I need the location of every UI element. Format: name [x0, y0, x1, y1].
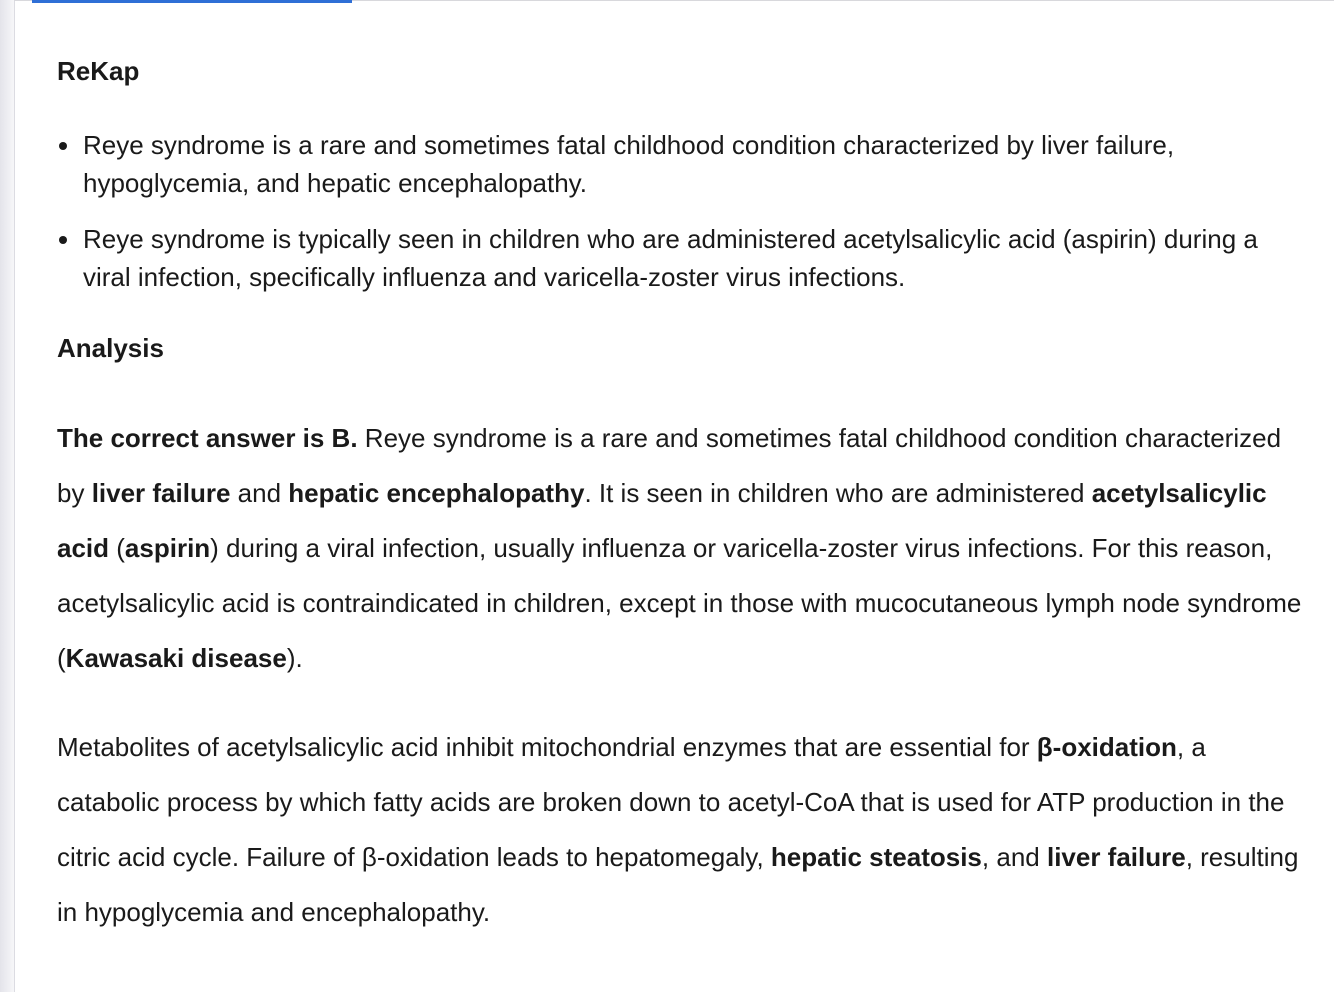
bold-term: liver failure: [91, 478, 231, 508]
para-text: , resulting in hypoglycemia and encephalopathy.: [57, 842, 1299, 927]
correct-answer-statement: The correct answer is B.: [57, 423, 358, 453]
bold-term: hepatic steatosis: [770, 842, 982, 872]
para-text: Metabolites of acetylsalicylic acid inhibit mitochondrial enzymes that are essential for: [57, 732, 1037, 762]
bold-term: hepatic encephalopathy: [288, 478, 585, 508]
bold-term: liver failure: [1046, 842, 1186, 872]
para-text: . It is seen in children who are administered: [584, 478, 1092, 508]
rekap-list: [57, 126, 1307, 314]
para-text: ) during a viral infection, usually influenza or varicella-zoster virus infections. For this reason, acetylsalicylic acid is contraindicated in children, except in those with mucocutaneous lymph node syndrome (: [57, 533, 1302, 673]
para-text: , a catabolic process by which fatty acids are broken down to acetyl-CoA that is used for ATP production in the citric acid cycle. Failure of β-oxidation leads to hepatomegaly,: [57, 732, 1285, 872]
bold-term: β-oxidation: [1036, 732, 1177, 762]
rekap-list-item: Reye syndrome is a rare and sometimes fatal childhood condition characterized by liver failure, hypoglycemia, and hepatic encephalopathy.: [57, 126, 1307, 202]
window-left-edge: [0, 0, 15, 992]
active-tab-indicator: [32, 0, 352, 3]
rekap-heading: ReKap: [57, 56, 140, 86]
analysis-paragraph-mechanism: [57, 720, 1307, 940]
para-text: Reye syndrome is a rare and sometimes fatal childhood condition characterized by: [57, 423, 1282, 508]
rekap-list-item: Reye syndrome is typically seen in children who are administered acetylsalicylic acid (aspirin) during a viral infection, specifically influenza and varicella-zoster virus infections.: [57, 220, 1307, 296]
para-text: (: [109, 533, 125, 563]
para-text: , and: [981, 842, 1047, 872]
bold-term: acetylsalicylic acid: [57, 478, 1267, 563]
analysis-heading: Analysis: [57, 333, 164, 363]
para-text: and: [230, 478, 289, 508]
analysis-paragraph-correct-answer: [57, 411, 1307, 686]
bold-term: Kawasaki disease: [65, 643, 287, 673]
para-text: ).: [286, 643, 303, 673]
bold-term: aspirin: [124, 533, 211, 563]
